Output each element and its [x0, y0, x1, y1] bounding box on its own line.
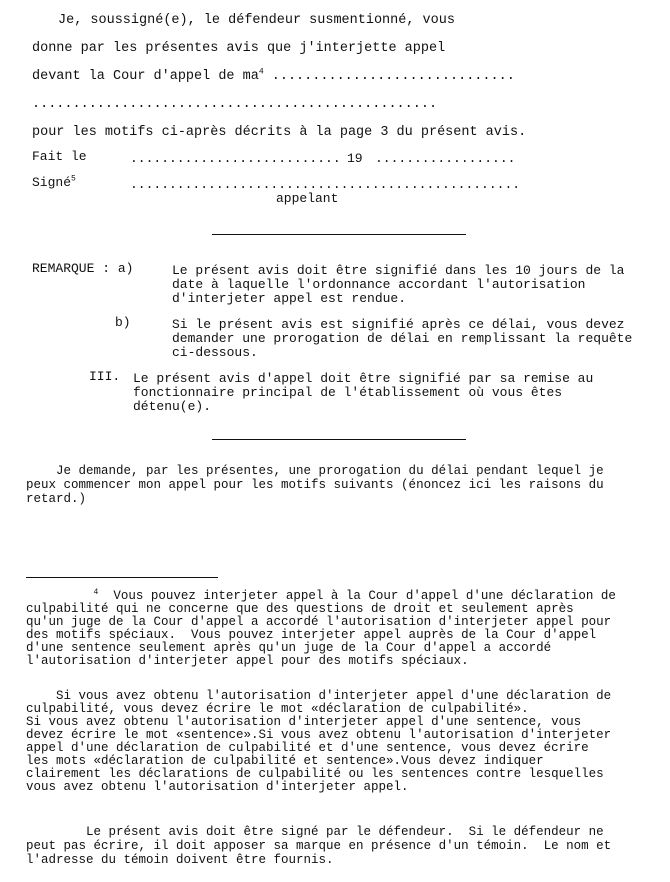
fait-le-label: Fait le — [32, 149, 87, 164]
signature-dots[interactable]: .................................................. — [130, 177, 521, 192]
footnote-line: les mots «déclaration de culpabilité et sentence».Vous devez indiquer — [26, 754, 544, 768]
footnote-line: des motifs spéciaux. Vous pouvez interjeter appel auprès de la Cour d'appel — [26, 628, 597, 642]
remarque-label: REMARQUE : a) — [32, 261, 134, 276]
appelant-label: appelant — [276, 191, 339, 206]
footnote-ref-5: 5 — [71, 174, 76, 184]
request-line: peux commencer mon appel pour les motifs suivants (énoncez ici les raisons du — [26, 478, 604, 492]
signe-label-wrap — [32, 176, 76, 190]
footnote-line: qu'un juge de la Cour d'appel a accordé l'autorisation d'interjeter appel pour — [26, 615, 612, 629]
footnote-ref-4: 4 — [258, 67, 264, 77]
footnote-line: devez écrire le mot «sentence».Si vous avez obtenu l'autorisation d'interjeter — [26, 728, 612, 742]
remarque-a-text — [172, 264, 642, 306]
declaration-line-1: Je, soussigné(e), le défendeur susmentionné, vous — [58, 13, 455, 28]
footnote-line: vous avez obtenu l'autorisation d'interjeter appel. — [26, 780, 409, 794]
remarque-b-label: b) — [115, 315, 131, 330]
remarque-iii-line: détenu(e). — [133, 399, 212, 414]
footnote-line: Si vous avez obtenu l'autorisation d'interjeter appel d'une déclaration de — [26, 689, 612, 703]
prorogation-request — [26, 464, 666, 506]
footnote-4 — [26, 587, 666, 668]
footnote-line: peut pas écrire, il doit apposer sa marque en présence d'un témoin. Le nom et — [26, 839, 612, 853]
footnote-5 — [26, 825, 666, 867]
footnote-line: Le présent avis doit être signé par le défendeur. Si le défendeur ne — [26, 825, 604, 839]
footnote-line: l'autorisation d'interjeter appel pour des motifs spéciaux. — [26, 654, 469, 668]
remarque-iii-text — [133, 372, 633, 414]
year-dots[interactable]: .................. — [375, 151, 516, 166]
footnote-line: culpabilité qui ne concerne que des questions de droit et seulement après — [26, 602, 574, 616]
footnote-4-number: 4 — [93, 587, 99, 597]
remarque-b-line: ci-dessous. — [172, 345, 258, 360]
request-line: Je demande, par les présentes, une prorogation du délai pendant lequel je — [26, 464, 604, 478]
remarque-iii-line: fonctionnaire principal de l'établissement où vous êtes — [133, 385, 563, 400]
footnote-4-paragraph-2 — [26, 690, 666, 794]
remarque-a-line: date à laquelle l'ordonnance accordant l'autorisation — [172, 277, 586, 292]
footnote-line: appel d'une déclaration de culpabilité et d'une sentence, vous devez écrire — [26, 741, 589, 755]
footnote-line: d'une sentence seulement après qu'un juge de la Cour d'appel a accordé — [26, 641, 552, 655]
footnote-line: culpabilité, vous devez écrire le mot «déclaration de culpabilité». — [26, 702, 529, 716]
date-dots[interactable]: ........................... — [130, 151, 341, 166]
remarque-b-text — [172, 318, 642, 360]
footnote-line: clairement les déclarations de culpabilité ou les sentences contre lesquelles — [26, 767, 604, 781]
request-line: retard.) — [26, 492, 87, 506]
divider-line-1 — [212, 234, 466, 235]
divider-line-2 — [212, 439, 466, 440]
court-dots[interactable]: .............................. — [263, 69, 515, 84]
remarque-a-line: Le présent avis doit être signifié dans les 10 jours de la — [172, 263, 625, 278]
remarque-b-line: Si le présent avis est signifié après ce délai, vous devez — [172, 317, 625, 332]
declaration-line-2: donne par les présentes avis que j'interjette appel — [32, 41, 446, 56]
remarque-b-line: demander une prorogation de délai en remplissant la requête — [172, 331, 633, 346]
remarque-a-line: d'interjeter appel est rendue. — [172, 291, 407, 306]
year-prefix: 19 — [347, 151, 363, 166]
declaration-line-5: pour les motifs ci-après décrits à la page 3 du présent avis. — [32, 125, 527, 140]
footnote-line: l'adresse du témoin doivent être fournis. — [26, 853, 334, 867]
footnote-line: $^4$ Vous pouvez interjeter appel à la Cour d'appel d'une déclaration de — [93, 587, 616, 603]
declaration-line-3 — [32, 67, 515, 84]
court-of-appeal-text: devant la Cour d'appel de ma — [32, 69, 259, 84]
remarque-iii-line: Le présent avis d'appel doit être signifié par sa remise au — [133, 371, 594, 386]
footnote-line: Si vous avez obtenu l'autorisation d'interjeter appel d'une sentence, vous — [26, 715, 582, 729]
remarque-iii-label: III. — [89, 369, 121, 384]
footnote-separator — [26, 577, 218, 578]
signe-label: Signé — [32, 175, 72, 190]
declaration-line-4-dots[interactable]: .................................................. — [32, 97, 438, 112]
